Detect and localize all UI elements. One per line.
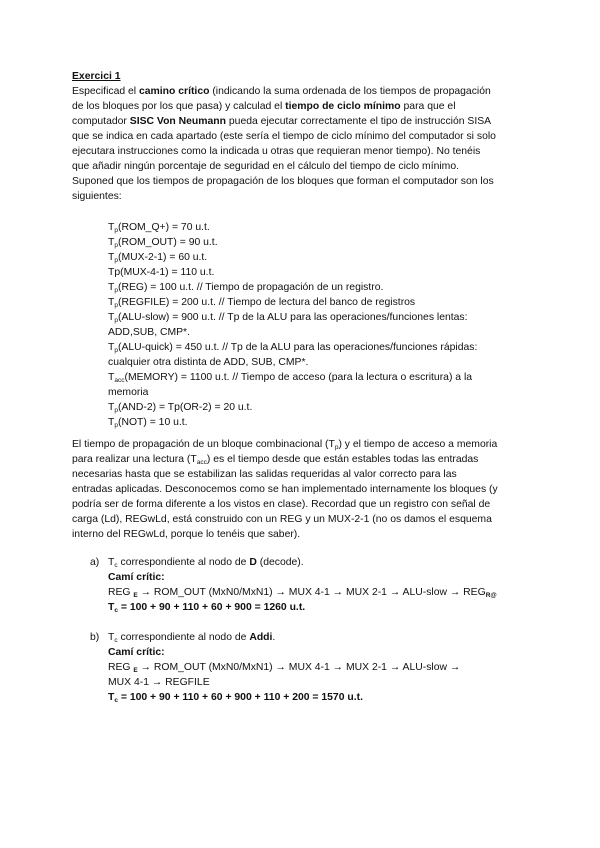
timing-item [108, 265, 528, 280]
timing-text: (REG) = 100 u.t. // Tiempo de propagación de un registro. [117, 282, 384, 293]
intro-text: pueda ejecutar correctamente el tipo de instrucción SISA [226, 116, 492, 127]
question-text-part: T [108, 557, 115, 568]
timing-item [108, 310, 528, 325]
timing-item [108, 295, 528, 310]
timing-sub: p [114, 347, 118, 354]
timing-text: T [108, 312, 115, 323]
path-sub: E [133, 592, 138, 599]
total-text: T [108, 602, 115, 613]
question-text-part: T [108, 632, 115, 643]
question-node: Addi [249, 632, 273, 643]
intro-text: Suponed que los tiempos de propagación de los bloques que forman el computador son los [72, 176, 494, 187]
total-cycle-time [108, 690, 538, 705]
intro-paragraph [72, 84, 534, 204]
intro-bold: SISC Von Neumann [129, 116, 226, 127]
critical-path-title: Camí crític: [108, 572, 165, 583]
timing-item [108, 415, 528, 430]
timing-text: T [108, 417, 115, 428]
timing-item [108, 385, 528, 400]
timing-text: (AND-2) = Tp(OR-2) = 20 u.t. [117, 402, 253, 413]
timing-item [108, 325, 528, 340]
def-text: entradas aplicadas. Desconocemos como se han implementado internamente los bloques (y [72, 484, 498, 495]
def-text: interno del REGwLd, porque lo tenéis que saber). [72, 529, 301, 540]
timing-text: (MEMORY) = 1100 u.t. // Tiempo de acceso (para la lectura o escritura) a la [124, 372, 473, 383]
timing-sub: p [114, 242, 118, 249]
question-text-part: . [272, 632, 276, 643]
question-text-part: (decode). [256, 557, 304, 568]
def-text: podría ser de forma diferente a los vistos en clase). Recordad que un registro con señal de [72, 499, 491, 510]
total-text: = 100 + 90 + 110 + 60 + 900 + 110 + 200 = 1570 u.t. [117, 692, 363, 703]
def-text: El tiempo de propagación de un bloque combinacional (T [72, 439, 335, 450]
definition-paragraph [72, 437, 534, 542]
intro-text: para que el [400, 101, 456, 112]
timing-sub: p [114, 407, 118, 414]
question-body [108, 555, 538, 615]
timing-text: (ALU-quick) = 450 u.t. // Tp de la ALU para las operaciones/funciones rápidas: [117, 342, 478, 353]
timing-item [108, 370, 528, 385]
timing-item [108, 355, 528, 370]
timing-text: T [108, 297, 115, 308]
timing-text: (ROM_Q+) = 70 u.t. [117, 222, 210, 233]
timing-text: T [108, 222, 115, 233]
def-sub: acc [196, 459, 207, 466]
timing-text: T [108, 237, 115, 248]
timing-sub: p [114, 317, 118, 324]
def-text: ) y el tiempo de acceso a memoria [338, 439, 498, 450]
intro-bold: camino crítico [139, 86, 210, 97]
timing-text: (ROM_OUT) = 90 u.t. [117, 237, 218, 248]
intro-text: que añadir ningún porcentaje de seguridad en el cálculo del tiempo de ciclo mínimo. [72, 161, 460, 172]
path-sub: R@ [485, 592, 497, 599]
question-text-part: correspondiente al nodo de [117, 632, 250, 643]
timing-item [108, 340, 528, 355]
timing-text: ADD,SUB, CMP*. [108, 327, 190, 338]
timing-list [108, 220, 528, 430]
intro-text: Especificad el [72, 86, 139, 97]
question-node: D [249, 557, 257, 568]
critical-path-line [108, 660, 538, 675]
path-text: REG [108, 587, 134, 598]
def-text: carga (Ld), REGwLd, está construido con un REG y un MUX-2-1 (no os damos el esquema [72, 514, 492, 525]
timing-text: T [108, 402, 115, 413]
question-text [108, 555, 538, 570]
exercise-title: Exercici 1 [72, 71, 121, 82]
intro-text: (indicando la suma ordenada de los tiempos de propagación [209, 86, 491, 97]
timing-text: T [108, 252, 115, 263]
timing-item [108, 400, 528, 415]
path-text: MUX 4-1 → REGFILE [108, 677, 210, 688]
timing-text: T [108, 342, 115, 353]
timing-text: (ALU-slow) = 900 u.t. // Tp de la ALU para las operaciones/funciones lentas: [117, 312, 468, 323]
timing-item [108, 235, 528, 250]
question-label: a) [90, 557, 100, 568]
question-text [108, 630, 538, 645]
path-text: → ROM_OUT (MxN0/MxN1) → MUX 4-1 → MUX 2-1 → ALU-slow → REG [137, 587, 486, 598]
intro-text: de los bloques por los que pasa) y calculad el [72, 101, 286, 112]
intro-text: siguientes: [72, 191, 122, 202]
question-text-part: correspondiente al nodo de [117, 557, 250, 568]
def-text: necesarias hasta que se estabilizan las salidas requeridas al valor correcto para las [72, 469, 457, 480]
timing-text: cualquier otra distinta de ADD, SUB, CMP*. [108, 357, 309, 368]
critical-path-line [108, 585, 538, 600]
total-text: = 100 + 90 + 110 + 60 + 900 = 1260 u.t. [117, 602, 306, 613]
def-text: para realizar una lectura (T [72, 454, 197, 465]
timing-text: T [108, 282, 115, 293]
timing-item [108, 220, 528, 235]
def-text: ) es el tiempo desde que están estables todas las entradas [206, 454, 479, 465]
path-sub: E [133, 667, 138, 674]
timing-text: T [108, 372, 115, 383]
total-sub: c [114, 697, 118, 704]
timing-item [108, 280, 528, 295]
timing-sub: p [114, 422, 118, 429]
question-sub: c [114, 562, 118, 569]
intro-text: computador [72, 116, 130, 127]
timing-text: (NOT) = 10 u.t. [117, 417, 188, 428]
critical-path-line [108, 675, 538, 690]
timing-text: memoria [108, 387, 149, 398]
timing-sub: p [114, 302, 118, 309]
path-text: REG [108, 662, 134, 673]
total-sub: c [114, 607, 118, 614]
critical-path-title: Camí crític: [108, 647, 165, 658]
total-cycle-time [108, 600, 538, 615]
def-sub: p [334, 444, 339, 451]
timing-text: (REGFILE) = 200 u.t. // Tiempo de lectura del banco de registros [117, 297, 416, 308]
timing-sub: acc [114, 377, 125, 384]
question-body [108, 630, 538, 705]
path-text: → ROM_OUT (MxN0/MxN1) → MUX 4-1 → MUX 2-1 → ALU-slow → [137, 662, 461, 673]
question-sub: c [114, 637, 118, 644]
timing-sub: p [114, 227, 118, 234]
timing-sub: p [114, 257, 118, 264]
timing-text: (MUX-2-1) = 60 u.t. [117, 252, 208, 263]
intro-bold: tiempo de ciclo mínimo [285, 101, 401, 112]
timing-item [108, 250, 528, 265]
timing-sub: p [114, 287, 118, 294]
intro-text: ejecutara instrucciones como la indicada u otras que requieran menor tiempo). No tenéis [72, 146, 481, 157]
intro-text: que se indica en cada apartado (este sería el tiempo de ciclo mínimo del computador si solo [72, 131, 496, 142]
total-text: T [108, 692, 115, 703]
timing-text: Tp(MUX-4-1) = 110 u.t. [108, 267, 215, 278]
question-label: b) [90, 632, 100, 643]
